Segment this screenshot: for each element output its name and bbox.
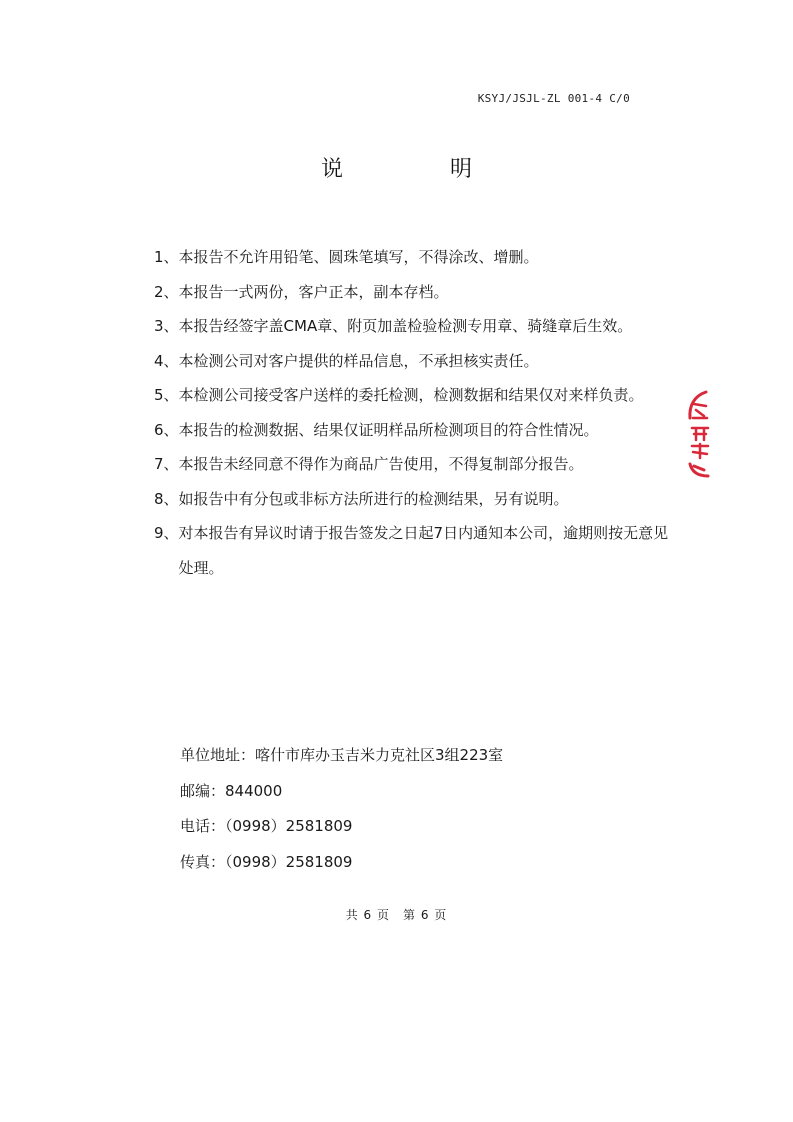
note-text: 本检测公司接受客户送样的委托检测，检测数据和结果仅对来样负责。 — [178, 386, 644, 404]
note-text: 本报告的检测数据、结果仅证明样品所检测项目的符合性情况。 — [178, 420, 599, 439]
note-item-4 — [154, 344, 674, 379]
note-text: 本报告经签字盖CMA章、附页加盖检验检测专用章、骑缝章后生效。 — [178, 317, 633, 335]
notes-list — [154, 240, 674, 585]
note-item-8 — [154, 482, 674, 517]
note-number: 6、 — [154, 420, 179, 439]
note-number: 9、 — [154, 524, 179, 542]
seam-seal-stamp — [684, 388, 714, 480]
note-text: 本报告一式两份，客户正本，副本存档。 — [178, 282, 449, 301]
phone-line: 电话：（0998）2581809 — [180, 817, 353, 835]
page-footer: 共 6 页 第 6 页 — [345, 908, 448, 922]
seal-fragment — [692, 444, 708, 458]
note-item-3 — [154, 309, 674, 344]
note-text: 对本报告有异议时请于报告签发之日起7日内通知本公司，逾期则按无意见处理。 — [178, 524, 669, 577]
postcode-line: 邮编：844000 — [180, 781, 283, 800]
page-title: 说 明 — [321, 157, 522, 182]
note-text: 本检测公司对客户提供的样品信息，不承担核实责任。 — [178, 351, 539, 370]
note-text: 本报告不允许用铅笔、圆珠笔填写，不得涂改、增删。 — [178, 248, 539, 266]
seal-fragment — [693, 404, 707, 418]
note-number: 2、 — [154, 282, 179, 301]
note-number: 7、 — [154, 455, 179, 473]
note-item-7 — [154, 447, 674, 482]
note-item-6 — [154, 413, 674, 448]
note-item-2 — [154, 275, 674, 310]
contact-info — [180, 738, 503, 880]
note-number: 1、 — [154, 248, 179, 266]
note-item-5 — [154, 378, 674, 413]
note-item-1 — [154, 240, 674, 275]
address-line: 单位地址：喀什市库办玉吉米力克社区3组223室 — [180, 746, 504, 764]
note-number: 3、 — [154, 317, 179, 335]
note-text: 本报告未经同意不得作为商品广告使用，不得复制部分报告。 — [178, 455, 584, 473]
fax-line: 传真：（0998）2581809 — [180, 852, 353, 871]
note-number: 4、 — [154, 351, 179, 370]
note-number: 8、 — [154, 489, 179, 508]
note-text: 如报告中有分包或非标方法所进行的检测结果，另有说明。 — [178, 489, 569, 508]
seal-fragment — [692, 428, 708, 440]
seal-fragment — [690, 464, 708, 476]
document-code: KSYJ/JSJL-ZL 001-4 C/0 — [477, 92, 630, 105]
note-item-9 — [154, 516, 674, 585]
note-number: 5、 — [154, 386, 179, 404]
